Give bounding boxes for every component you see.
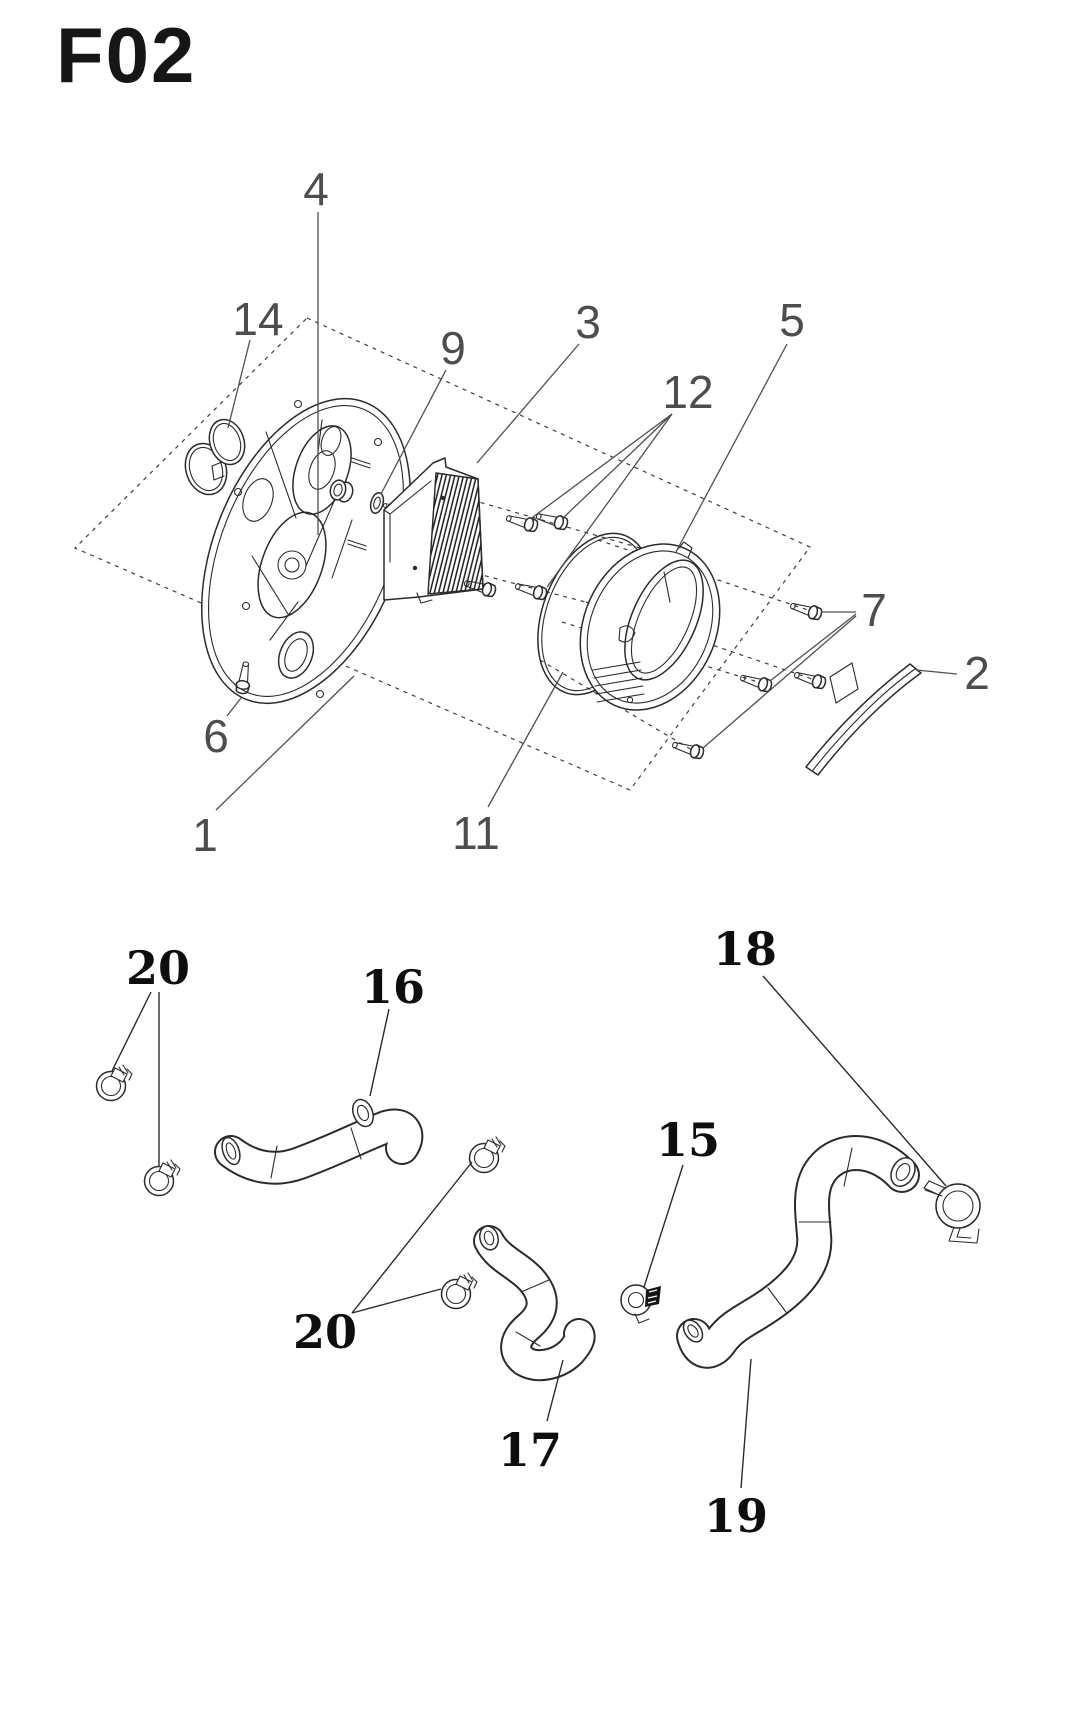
part-label-20: 20 xyxy=(125,941,191,995)
lower-parts xyxy=(97,1065,981,1365)
page-title: F02 xyxy=(56,11,197,99)
leader-line-part-16 xyxy=(370,1009,389,1096)
part-label-9: 9 xyxy=(440,322,466,374)
part-label-7: 7 xyxy=(861,584,887,636)
leader-line-part-12 xyxy=(562,414,672,519)
hose-part19 xyxy=(680,1148,920,1351)
seal-strip-part2 xyxy=(806,663,921,775)
clamp-part15 xyxy=(621,1285,661,1323)
clamp-part18 xyxy=(924,1181,980,1243)
leader-line-part-20 xyxy=(112,992,151,1071)
leader-line-part-6 xyxy=(227,698,241,716)
leader-line-part-3 xyxy=(477,344,579,463)
upper-assembly xyxy=(75,318,921,790)
part-label-1: 1 xyxy=(192,809,218,861)
part-label-4: 4 xyxy=(303,163,329,215)
part-label-11: 11 xyxy=(452,807,500,859)
part-label-18: 18 xyxy=(712,922,778,976)
leader-line-part-19 xyxy=(741,1359,751,1488)
leader-line-part-11 xyxy=(488,672,563,807)
leader-line-part-7 xyxy=(703,616,856,748)
hose-part17 xyxy=(477,1224,579,1365)
part-label-6: 6 xyxy=(203,710,229,762)
leader-line-part-2 xyxy=(916,670,957,674)
leader-line-part-20 xyxy=(352,1289,441,1313)
part-label-3: 3 xyxy=(575,296,601,348)
leader-line-part-20 xyxy=(352,1162,472,1313)
leader-line-part-15 xyxy=(644,1165,683,1287)
part-label-17: 17 xyxy=(497,1423,563,1477)
part-label-14: 14 xyxy=(232,293,284,345)
hose-part16 xyxy=(219,1096,407,1178)
part-label-12: 12 xyxy=(662,366,714,418)
part-label-19: 19 xyxy=(703,1489,769,1543)
clamps-part20 xyxy=(97,1065,506,1309)
leader-line-part-12 xyxy=(533,414,672,517)
part-label-20: 20 xyxy=(292,1305,358,1359)
leader-line-part-7 xyxy=(770,614,856,681)
part-label-2: 2 xyxy=(964,647,990,699)
part-label-16: 16 xyxy=(360,960,426,1014)
part-label-15: 15 xyxy=(655,1113,721,1167)
leader-line-part-14 xyxy=(228,340,250,428)
part-label-5: 5 xyxy=(779,294,805,346)
outer-cover-part5 xyxy=(555,522,746,733)
